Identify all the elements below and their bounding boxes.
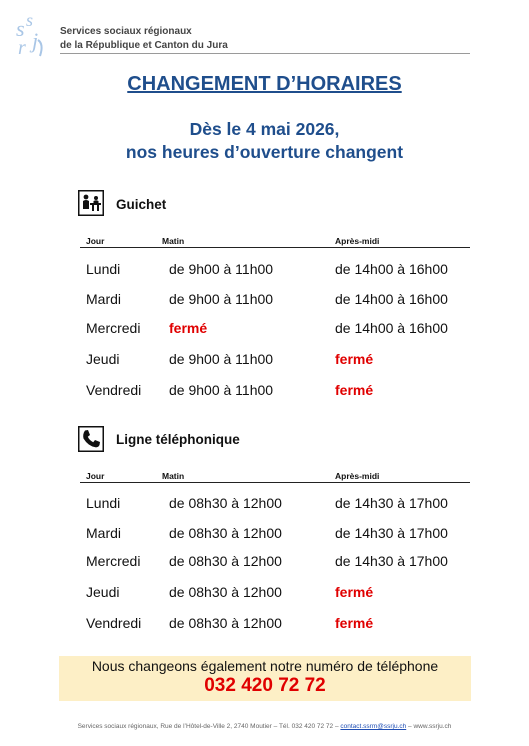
- table-row: [0, 291, 529, 311]
- subtitle-line1: Dès le 4 mai 2026,: [189, 119, 340, 139]
- day-cell: Vendredi: [86, 382, 142, 398]
- day-cell: Mercredi: [86, 320, 141, 336]
- table-row: [0, 615, 529, 635]
- guichet-header-day: Jour: [86, 236, 105, 246]
- afternoon-cell: fermé: [335, 382, 374, 398]
- table-row: [0, 382, 529, 402]
- phone-header-day: Jour: [86, 471, 105, 481]
- guichet-header-pm: Après-midi: [335, 236, 380, 246]
- guichet-header-am: Matin: [162, 236, 185, 246]
- morning-cell: de 9h00 à 11h00: [169, 351, 274, 367]
- day-cell: Lundi: [86, 495, 121, 511]
- table-row: [0, 553, 529, 573]
- afternoon-cell: fermé: [335, 615, 374, 631]
- morning-cell: fermé: [169, 320, 208, 336]
- afternoon-cell: fermé: [335, 584, 374, 600]
- day-cell: Mercredi: [86, 553, 141, 569]
- phone-header-pm: Après-midi: [335, 471, 380, 481]
- guichet-title: Guichet: [116, 197, 167, 212]
- day-cell: Vendredi: [86, 615, 142, 631]
- afternoon-cell: de 14h00 à 16h00: [335, 320, 448, 336]
- header-divider: [60, 53, 470, 54]
- org-name-line2: de la République et Canton du Jura: [60, 40, 228, 51]
- footer-email-link[interactable]: contact.ssrm@ssrju.ch: [340, 723, 407, 730]
- phone-title: Ligne téléphonique: [116, 432, 240, 447]
- morning-cell: de 08h30 à 12h00: [169, 584, 282, 600]
- morning-cell: de 08h30 à 12h00: [169, 615, 282, 631]
- subtitle-line2: nos heures d’ouverture changent: [125, 142, 404, 162]
- day-cell: Mardi: [86, 291, 122, 307]
- phone-change-notice: [59, 656, 471, 701]
- org-name: [60, 25, 228, 53]
- table-row: [0, 320, 529, 340]
- table-row: [0, 351, 529, 371]
- afternoon-cell: de 14h30 à 17h00: [335, 495, 448, 511]
- morning-cell: de 08h30 à 12h00: [169, 525, 282, 541]
- counter-desk-icon: [78, 190, 104, 216]
- page-title: CHANGEMENT D’HORAIRES: [127, 73, 402, 95]
- svg-text:j: j: [32, 28, 39, 53]
- morning-cell: de 9h00 à 11h00: [169, 382, 274, 398]
- table-row: [0, 584, 529, 604]
- morning-cell: de 08h30 à 12h00: [169, 495, 282, 511]
- svg-text:s: s: [16, 16, 25, 41]
- svg-text:r: r: [18, 37, 26, 59]
- footer-separator: –: [408, 723, 412, 730]
- day-cell: Jeudi: [86, 584, 120, 600]
- table-row: [0, 525, 529, 545]
- footer-address: Services sociaux régionaux, Rue de l’Hôtel-de-Ville 2, 2740 Moutier – Tél. 032 420 72 72 –: [77, 723, 339, 730]
- morning-cell: de 9h00 à 11h00: [169, 291, 274, 307]
- morning-cell: de 9h00 à 11h00: [169, 261, 274, 277]
- day-cell: Jeudi: [86, 351, 120, 367]
- footer: [0, 723, 529, 730]
- notice-text: Nous changeons également notre numéro de téléphone: [91, 658, 439, 674]
- svg-text:s: s: [26, 10, 34, 30]
- afternoon-cell: fermé: [335, 351, 374, 367]
- org-name-line1: Services sociaux régionaux: [60, 26, 192, 37]
- afternoon-cell: de 14h30 à 17h00: [335, 525, 448, 541]
- phone-header-am: Matin: [162, 471, 185, 481]
- table-row: [0, 261, 529, 281]
- afternoon-cell: de 14h00 à 16h00: [335, 291, 448, 307]
- afternoon-cell: de 14h00 à 16h00: [335, 261, 448, 277]
- morning-cell: de 08h30 à 12h00: [169, 553, 282, 569]
- phone-header-rule: [80, 482, 470, 483]
- day-cell: Lundi: [86, 261, 121, 277]
- ssrju-logo: [14, 10, 48, 60]
- phone-icon: [78, 426, 104, 452]
- day-cell: Mardi: [86, 525, 122, 541]
- new-phone-number: 032 420 72 72: [204, 675, 326, 696]
- table-row: [0, 495, 529, 515]
- page-subtitle: [0, 118, 529, 164]
- afternoon-cell: de 14h30 à 17h00: [335, 553, 448, 569]
- guichet-header-rule: [80, 247, 470, 248]
- footer-website: www.ssrju.ch: [413, 723, 452, 730]
